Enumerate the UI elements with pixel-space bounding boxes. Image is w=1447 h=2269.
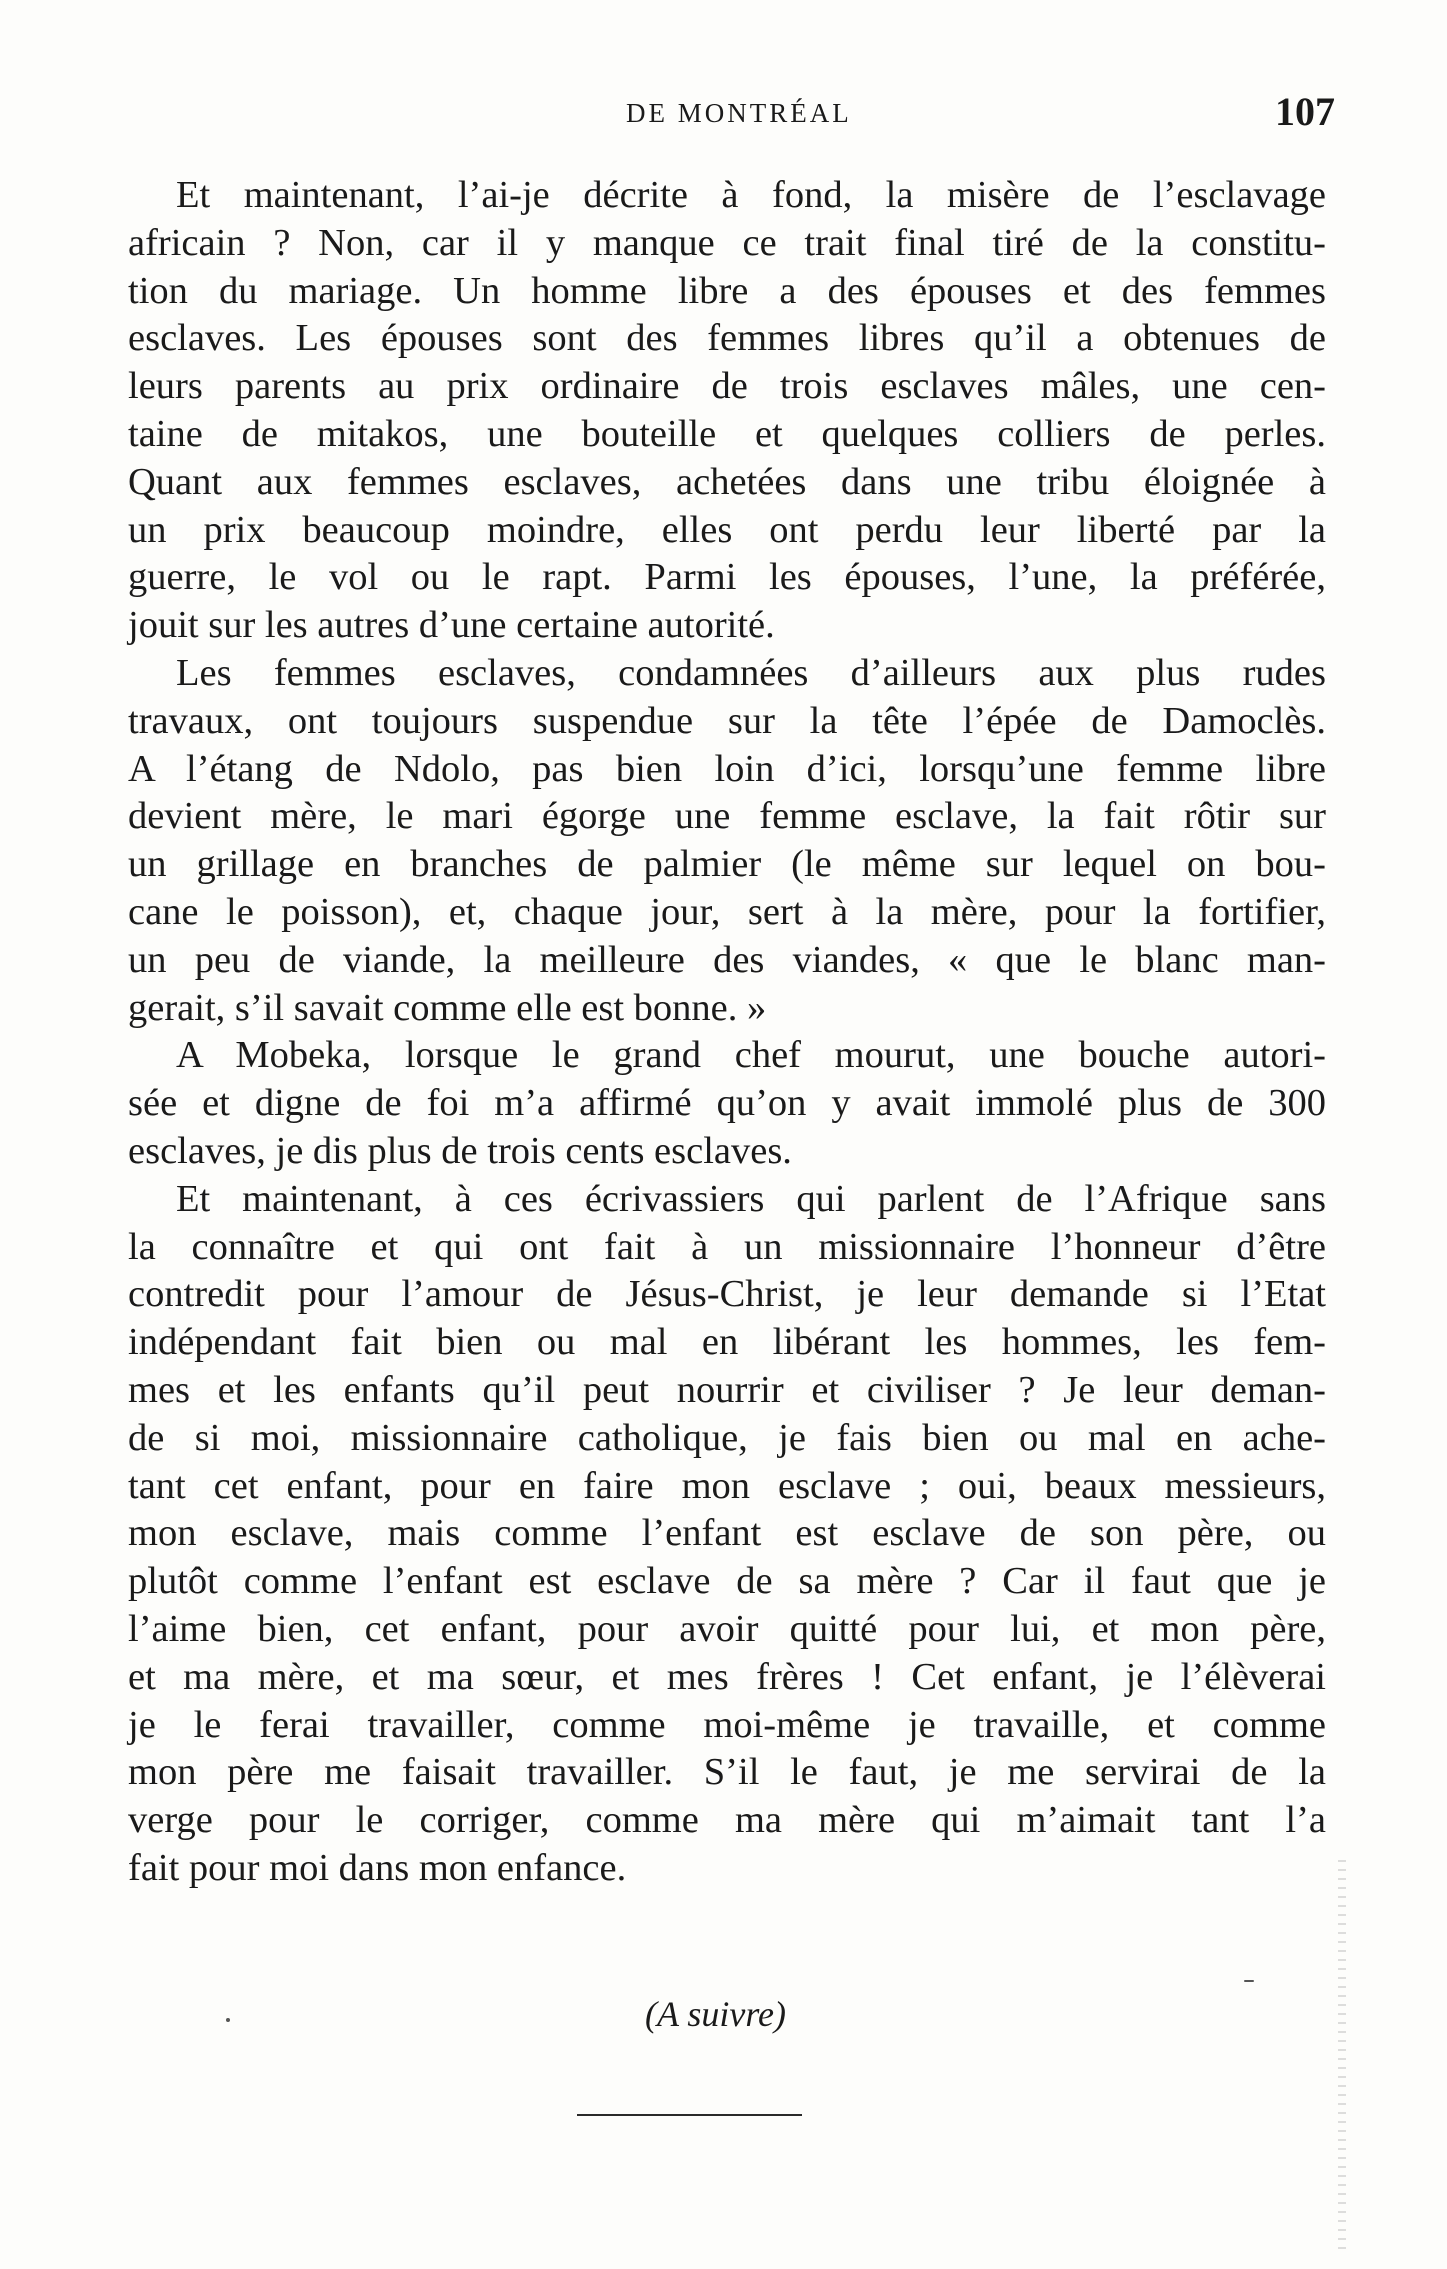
text-line: Et maintenant, l’ai-je décrite à fond, la misère de l’esclavage <box>176 174 1326 216</box>
text-line: Et maintenant, à ces écrivassiers qui parlent de l’Afrique sans <box>176 1177 1326 1220</box>
page-number: 107 <box>1275 89 1335 134</box>
ink-speck <box>1244 1980 1254 1982</box>
ink-speck <box>226 2018 230 2022</box>
text-line: A l’étang de Ndolo, pas bien loin d’ici, lorsqu’une femme libre <box>128 747 1326 790</box>
running-title: DE MONTRÉAL <box>626 98 852 128</box>
text-line: et ma mère, et ma sœur, et mes frères ! Cet enfant, je l’élèverai <box>128 1655 1326 1698</box>
text-line: Quant aux femmes esclaves, achetées dans une tribu éloignée à <box>128 460 1326 503</box>
text-line: plutôt comme l’enfant est esclave de sa mère ? Car il faut que je <box>128 1560 1326 1603</box>
text-line: de si moi, missionnaire catholique, je fais bien ou mal en ache- <box>128 1416 1326 1459</box>
text-line: l’aime bien, cet enfant, pour avoir quitté pour lui, et mon père, <box>128 1607 1326 1650</box>
text-line: esclaves. Les épouses sont des femmes libres qu’il a obtenues de <box>128 317 1326 360</box>
text-line: sée et digne de foi m’a affirmé qu’on y avait immolé plus de 300 <box>128 1082 1326 1125</box>
text-line: mes et les enfants qu’il peut nourrir et civiliser ? Je leur deman- <box>128 1368 1326 1411</box>
text-line: africain ? Non, car il y manque ce trait final tiré de la constitu- <box>128 221 1326 264</box>
text-line: un peu de viande, la meilleure des viandes, « que le blanc man- <box>128 938 1326 981</box>
text-line: verge pour le corriger, comme ma mère qui m’aimait tant l’a <box>128 1799 1326 1842</box>
text-line: indépendant fait bien ou mal en libérant les hommes, les fem- <box>128 1321 1326 1364</box>
text-line: travaux, ont toujours suspendue sur la tête l’épée de Damoclès. <box>128 699 1326 742</box>
text-line: leurs parents au prix ordinaire de trois esclaves mâles, une cen- <box>128 365 1326 408</box>
text-line: jouit sur les autres d’une certaine autorité. <box>128 604 775 647</box>
text-line: fait pour moi dans mon enfance. <box>128 1846 627 1889</box>
text-line: contredit pour l’amour de Jésus-Christ, je leur demande si l’Etat <box>128 1273 1326 1316</box>
continuation-note <box>0 1993 1447 2035</box>
text-line: Les femmes esclaves, condamnées d’ailleurs aux plus rudes <box>176 651 1326 694</box>
text-line: je le ferai travailler, comme moi-même je travaille, et comme <box>128 1703 1326 1746</box>
text-line: A Mobeka, lorsque le grand chef mourut, une bouche autori- <box>176 1034 1326 1077</box>
scan-edge-noise <box>1338 1860 1346 2250</box>
running-head <box>0 89 1447 138</box>
text-line: gerait, s’il savait comme elle est bonne. » <box>128 986 767 1029</box>
text-line: cane le poisson), et, chaque jour, sert à la mère, pour la fortifier, <box>128 890 1326 933</box>
text-line: mon père me faisait travailler. S’il le faut, je me servirai de la <box>128 1751 1326 1794</box>
text-line: esclaves, je dis plus de trois cents esclaves. <box>128 1129 792 1172</box>
text-line: un prix beaucoup moindre, elles ont perdu leur liberté par la <box>128 508 1326 551</box>
text-line: tion du mariage. Un homme libre a des épouses et des femmes <box>128 269 1326 312</box>
text-line: la connaître et qui ont fait à un missionnaire l’honneur d’être <box>128 1225 1326 1268</box>
body-text <box>128 172 1326 1893</box>
end-rule <box>577 2114 802 2116</box>
text-line: mon esclave, mais comme l’enfant est esclave de son père, ou <box>128 1512 1326 1555</box>
text-line: un grillage en branches de palmier (le même sur lequel on bou- <box>128 843 1326 886</box>
continuation-label: (A suivre) <box>645 1994 786 2034</box>
text-line: guerre, le vol ou le rapt. Parmi les épouses, l’une, la préférée, <box>128 556 1326 599</box>
text-line: tant cet enfant, pour en faire mon esclave ; oui, beaux messieurs, <box>128 1464 1326 1507</box>
text-line: devient mère, le mari égorge une femme esclave, la fait rôtir sur <box>128 795 1326 838</box>
text-line: taine de mitakos, une bouteille et quelques colliers de perles. <box>128 412 1326 455</box>
